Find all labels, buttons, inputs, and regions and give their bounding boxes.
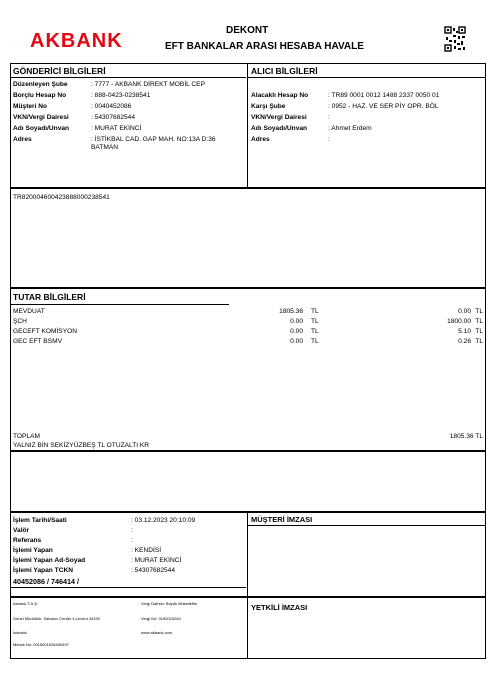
footer-tax-no: Vergi No: 0150015264	[141, 616, 181, 621]
footer-city: İstanbul	[13, 630, 28, 635]
amount-row-name: GECEFT KOMİSYON	[13, 328, 77, 335]
performer-name-label: İşlemi Yapan Ad-Soyad	[13, 557, 86, 564]
receiver-tax-label: VKN/Vergi Dairesi	[251, 114, 307, 121]
receiver-title: ALICI BİLGİLERİ	[251, 66, 318, 76]
authorized-signature-title: YETKİLİ İMZASI	[251, 603, 308, 612]
transaction-footer-line	[11, 587, 246, 588]
sender-customer-no-value: : 0040452086	[91, 103, 132, 110]
performer-label: İşlemi Yapan	[13, 547, 53, 554]
amount-row-value2: 5.10	[458, 328, 471, 335]
amount-row-value2: 1800.00	[447, 318, 471, 325]
performer-tckn-label: İşlemi Yapan TCKN	[13, 567, 73, 574]
transaction-date-value: : 03.12.2023 20:10:09	[131, 517, 196, 524]
receiver-branch-value: : 0952 - HAZ. VE SER PİY OPR. BÖL	[328, 103, 439, 110]
description-box	[10, 188, 486, 288]
parties-box	[10, 63, 486, 188]
amount-row-currency: TL	[311, 328, 319, 335]
sender-address-value: : İSTİKBAL CAD. GAP MAH. NO:13A D:36	[91, 136, 216, 143]
footer-hq-address: Genel Müdürlük: Sabancı Center 4.Levent 34330	[13, 616, 100, 621]
amounts-box	[10, 288, 486, 451]
amount-row-value: 0.00	[290, 328, 303, 335]
footer-tax-office: Vergi Dairesi: Büyük Mükellefler	[141, 601, 198, 606]
qr-code-icon	[444, 26, 466, 52]
amount-row-currency2: TL	[475, 338, 483, 345]
footer-company: Akbank T.A.Ş.	[13, 601, 39, 606]
amount-row-value: 0.00	[290, 338, 303, 345]
sender-customer-no-label: Müşteri No	[13, 103, 48, 110]
receiver-name-label: Adı Soyadı/Unvan	[251, 125, 308, 132]
transaction-date-label: İşlem Tarihi/Saati	[13, 517, 67, 524]
sender-header-line	[11, 77, 246, 78]
blank-box	[10, 451, 486, 512]
amount-row-name: MEVDUAT	[13, 308, 45, 315]
receiver-iban-label: Alacaklı Hesap No	[251, 92, 309, 99]
amount-row-currency: TL	[311, 318, 319, 325]
document-title: DEKONT	[226, 25, 269, 36]
reference-label: Referans	[13, 537, 42, 544]
bank-name: AKBANK	[30, 30, 123, 52]
total-in-words: YALNIZ BİN SEKİZYÜZBEŞ TL OTUZALTI KR	[13, 442, 150, 449]
amount-row-name: ŞCH	[13, 318, 27, 325]
sender-name-label: Adı Soyadı/Unvan	[13, 125, 70, 132]
footer-box	[10, 597, 486, 659]
amount-row-currency2: TL	[475, 318, 483, 325]
receiver-address-label: Adres	[251, 136, 270, 143]
sender-branch-value: : 7777 - AKBANK DİREKT MOBİL CEP	[91, 81, 205, 88]
footer-website: www.akbank.com	[141, 630, 173, 635]
description-text: TR820004600423888000238541	[13, 194, 110, 201]
akbank-logo	[30, 30, 130, 52]
sender-account-label: Borçlu Hesap No	[13, 92, 67, 99]
footer-mersis: Mersis No: 0015001526400497	[13, 642, 69, 647]
receiver-branch-label: Karşı Şube	[251, 103, 286, 110]
sender-branch-label: Düzenleyen Şube	[13, 81, 68, 88]
amounts-title: TUTAR BİLGİLERİ	[13, 292, 86, 302]
parties-divider	[247, 64, 248, 187]
total-value: 1805.36 TL	[449, 433, 483, 440]
sender-tax-value: : 54307682544	[91, 114, 136, 121]
amount-row-currency: TL	[311, 338, 319, 345]
sender-account-value: : 888-0423-0238541	[91, 92, 151, 99]
value-date-value: :	[131, 527, 133, 534]
amount-row-value: 1805.36	[279, 308, 303, 315]
amount-row-currency2: TL	[475, 328, 483, 335]
customer-signature-line	[247, 525, 485, 526]
amount-row-currency2: TL	[475, 308, 483, 315]
receiver-address-value: :	[328, 136, 330, 143]
footer-divider	[247, 598, 248, 658]
transaction-box	[10, 512, 486, 597]
amount-row-currency: TL	[311, 308, 319, 315]
receiver-iban-value: : TR89 0001 0012 1488 2337 0050 01	[328, 92, 440, 99]
sender-name-value: : MURAT EKİNCİ	[91, 125, 142, 132]
document-subtitle: EFT BANKALAR ARASI HESABA HAVALE	[165, 41, 364, 52]
amount-row-value2: 0.26	[458, 338, 471, 345]
sender-tax-label: VKN/Vergi Dairesi	[13, 114, 69, 121]
performer-tckn-value: : 54307682544	[131, 567, 176, 574]
sender-address-value-line2: BATMAN	[91, 144, 118, 151]
receiver-name-value: : Ahmet Erdem	[328, 125, 372, 132]
transaction-reference-line: 40452086 / 746414 /	[13, 577, 79, 586]
customer-signature-title: MÜŞTERİ İMZASI	[251, 515, 313, 524]
value-date-label: Valör	[13, 527, 30, 534]
total-label: TOPLAM	[13, 433, 40, 440]
sender-title: GÖNDERİCİ BİLGİLERİ	[13, 66, 106, 76]
receiver-header-line	[247, 77, 485, 78]
amount-row-value: 0.00	[290, 318, 303, 325]
performer-name-value: : MURAT EKİNCİ	[131, 557, 182, 564]
amounts-header-line	[11, 304, 229, 305]
amount-row-value2: 0.00	[458, 308, 471, 315]
performer-value: : KENDİSİ	[131, 547, 162, 554]
reference-value: :	[131, 537, 133, 544]
receiver-tax-value: :	[328, 114, 330, 121]
amount-row-name: GEC EFT BSMV	[13, 338, 62, 345]
sender-address-label: Adres	[13, 136, 32, 143]
